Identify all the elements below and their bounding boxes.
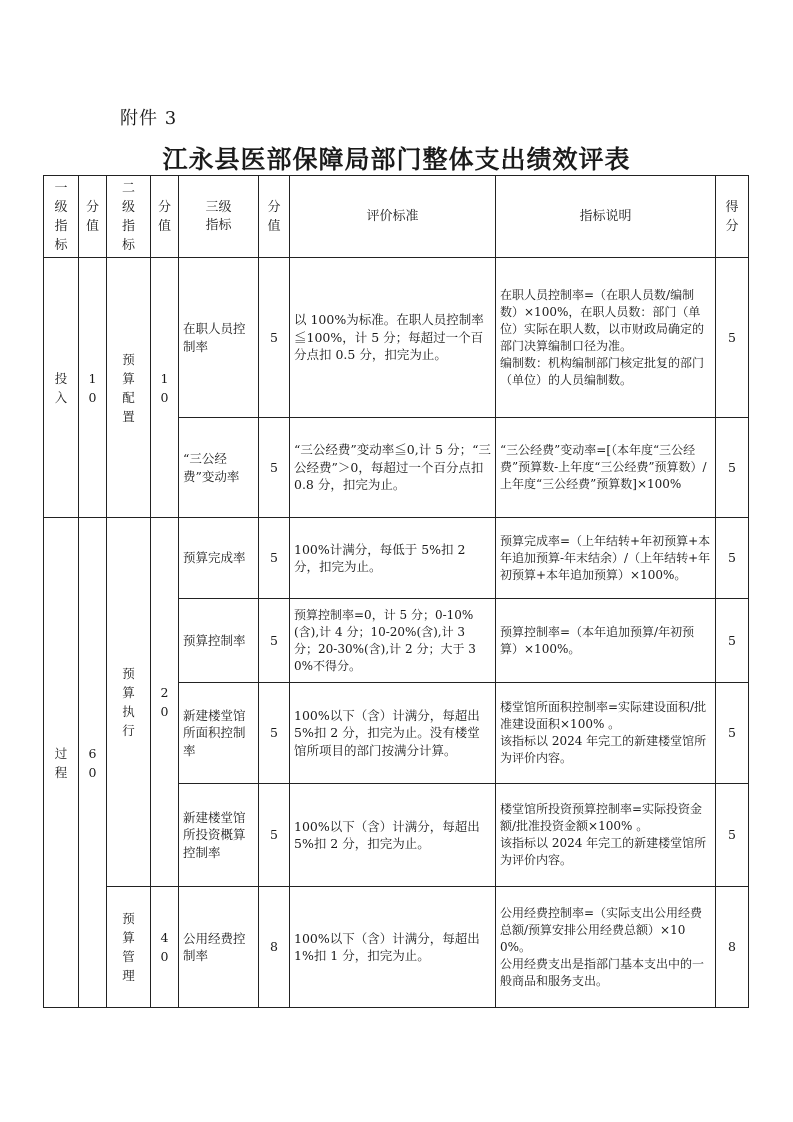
- description-cell: 楼堂馆所面积控制率=实际建设面积/批准建设面积×100% 。 该指标以 2024 年完工的新建楼堂馆所为评价内容。: [496, 683, 716, 784]
- score1-cell: 10: [79, 258, 107, 518]
- level1-cell: 投入: [44, 258, 79, 518]
- header-level3: 三级 指标: [179, 176, 259, 258]
- score3-cell: 5: [259, 784, 290, 887]
- criteria-cell: 预算控制率=0，计 5 分；0-10%(含),计 4 分；10-20%(含),计 3 分；20-30%(含),计 2 分；大于 30%不得分。: [290, 599, 496, 683]
- level1-cell: 过程: [44, 518, 79, 1008]
- level2-cell: 预算配置: [107, 258, 151, 518]
- description-cell: 在职人员控制率=（在职人员数/编制数）×100%，在职人员数：部门（单位）实际在职人数，以市财政局确定的部门决算编制口径为准。 编制数：机构编制部门核定批复的部门（单位）的人员编制数。: [496, 258, 716, 418]
- level3-cell: 新建楼堂馆所投资概算控制率: [179, 784, 259, 887]
- score1-cell: 60: [79, 518, 107, 1008]
- level3-cell: 新建楼堂馆所面积控制率: [179, 683, 259, 784]
- level3-cell: 在职人员控制率: [179, 258, 259, 418]
- header-score2: 分值: [151, 176, 179, 258]
- description-cell: 预算完成率=（上年结转+年初预算+本年追加预算-年末结余）/（上年结转+年初预算+本年追加预算）×100%。: [496, 518, 716, 599]
- score3-cell: 5: [259, 258, 290, 418]
- level2-cell: 预算管理: [107, 887, 151, 1008]
- score2-cell: 20: [151, 518, 179, 887]
- header-description: 指标说明: [496, 176, 716, 258]
- attachment-label: 附件 3: [120, 108, 178, 129]
- score2-cell: 10: [151, 258, 179, 518]
- criteria-cell: 100%以下（含）计满分，每超出 5%扣 2 分，扣完为止。没有楼堂馆所项目的部门按满分计算。: [290, 683, 496, 784]
- header-result: 得分: [716, 176, 749, 258]
- description-cell: 公用经费控制率=（实际支出公用经费总额/预算安排公用经费总额）×100%。 公用经费支出是指部门基本支出中的一般商品和服务支出。: [496, 887, 716, 1008]
- table-row: [44, 518, 749, 599]
- result-cell: 5: [716, 784, 749, 887]
- result-cell: 8: [716, 887, 749, 1008]
- table-header-row: [44, 176, 749, 258]
- score3-cell: 5: [259, 683, 290, 784]
- header-level1: 一级指标: [44, 176, 79, 258]
- result-cell: 5: [716, 599, 749, 683]
- description-cell: “三公经费”变动率=[（本年度“三公经费”预算数-上年度“三公经费”预算数）/上年度“三公经费”预算数]×100%: [496, 418, 716, 518]
- level3-cell: 预算控制率: [179, 599, 259, 683]
- score3-cell: 5: [259, 518, 290, 599]
- result-cell: 5: [716, 258, 749, 418]
- criteria-cell: “三公经费”变动率≦0,计 5 分；“三公经费”＞0，每超过一个百分点扣 0.8 分，扣完为止。: [290, 418, 496, 518]
- score3-cell: 5: [259, 599, 290, 683]
- score2-cell: 40: [151, 887, 179, 1008]
- performance-evaluation-table: [43, 175, 749, 1008]
- description-cell: 预算控制率=（本年追加预算/年初预算）×100%。: [496, 599, 716, 683]
- criteria-cell: 100%以下（含）计满分，每超出 5%扣 2 分，扣完为止。: [290, 784, 496, 887]
- level3-cell: “三公经费”变动率: [179, 418, 259, 518]
- result-cell: 5: [716, 518, 749, 599]
- level3-cell: 预算完成率: [179, 518, 259, 599]
- level3-cell: 公用经费控制率: [179, 887, 259, 1008]
- result-cell: 5: [716, 683, 749, 784]
- description-cell: 楼堂馆所投资预算控制率=实际投资金额/批准投资金额×100% 。 该指标以 2024 年完工的新建楼堂馆所为评价内容。: [496, 784, 716, 887]
- criteria-cell: 100%计满分，每低于 5%扣 2 分，扣完为止。: [290, 518, 496, 599]
- table-row: [44, 258, 749, 418]
- score3-cell: 8: [259, 887, 290, 1008]
- result-cell: 5: [716, 418, 749, 518]
- level2-cell: 预算执行: [107, 518, 151, 887]
- table-row: [44, 887, 749, 1008]
- page-title: 江永县医部保障局部门整体支出绩效评表: [162, 145, 631, 174]
- header-level2: 二级指标: [107, 176, 151, 258]
- header-criteria: 评价标准: [290, 176, 496, 258]
- header-score3: 分值: [259, 176, 290, 258]
- header-score1: 分值: [79, 176, 107, 258]
- score3-cell: 5: [259, 418, 290, 518]
- criteria-cell: 100%以下（含）计满分，每超出 1%扣 1 分，扣完为止。: [290, 887, 496, 1008]
- criteria-cell: 以 100%为标准。在职人员控制率≦100%，计 5 分；每超过一个百分点扣 0.5 分，扣完为止。: [290, 258, 496, 418]
